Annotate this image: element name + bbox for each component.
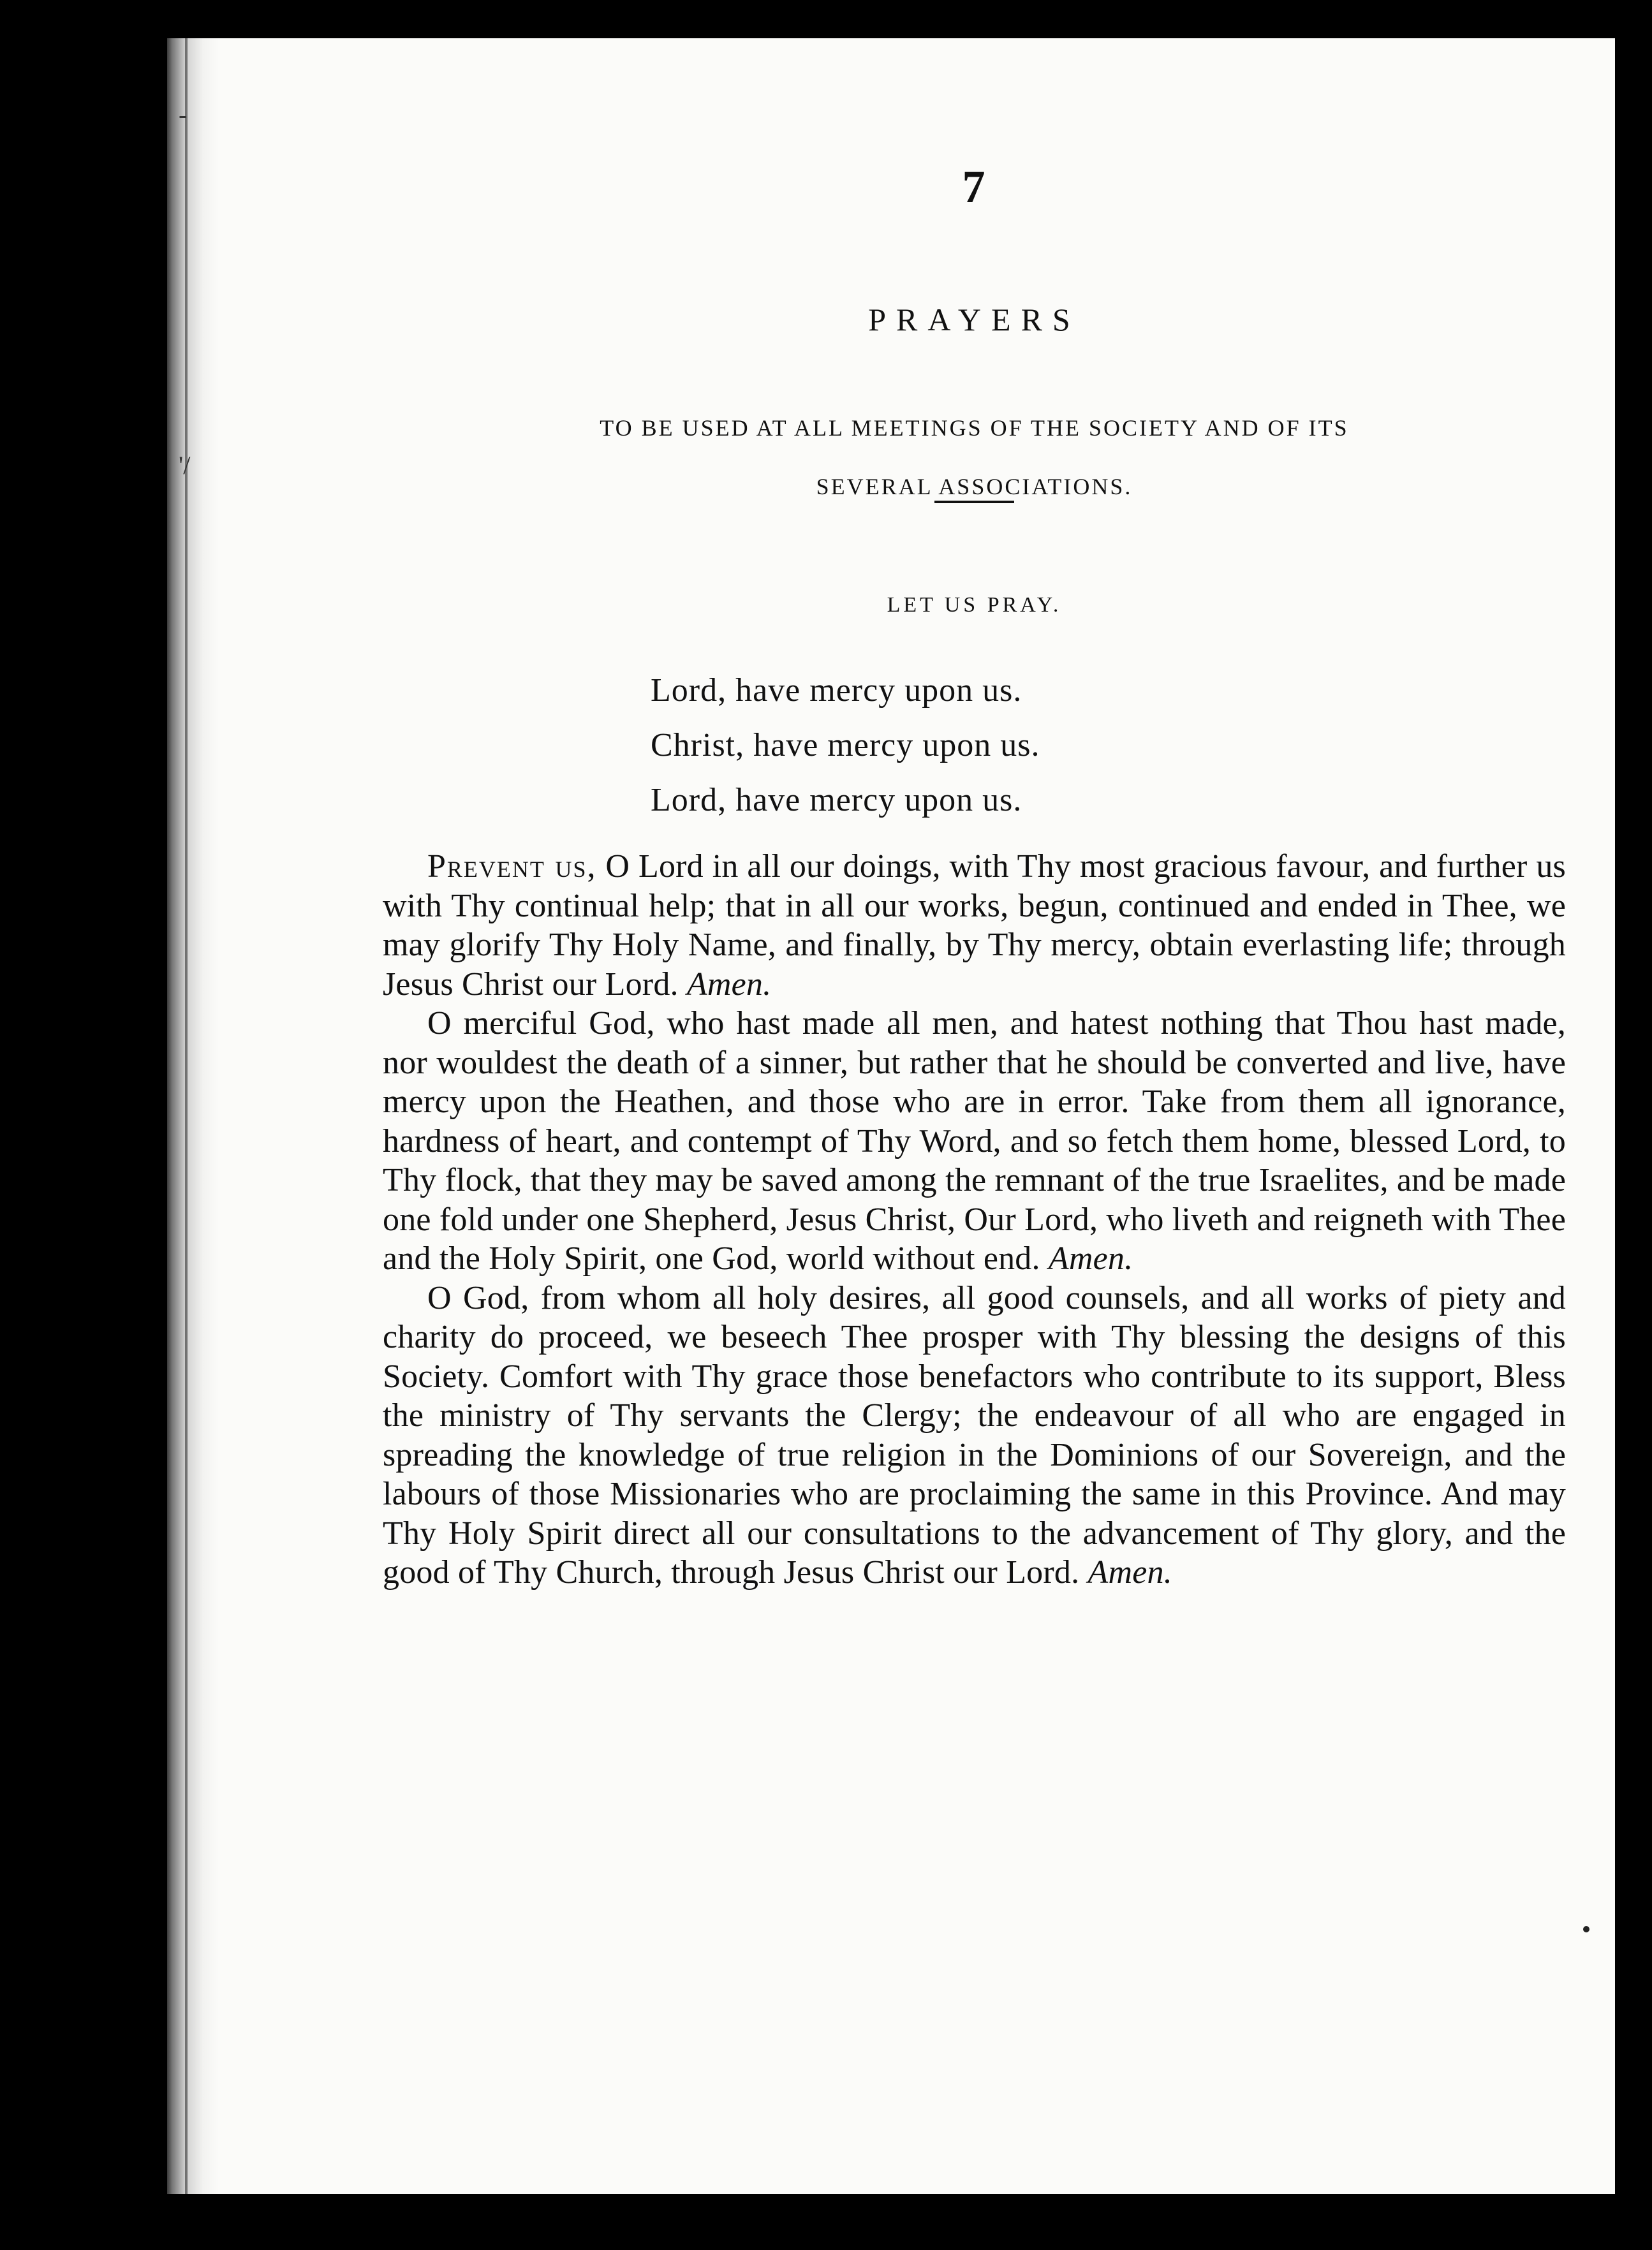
prayer-amen: Amen. — [1088, 1554, 1172, 1591]
ink-speck — [1583, 1926, 1589, 1932]
margin-mark: '/ — [179, 451, 191, 480]
section-heading: LET US PRAY. — [887, 593, 1062, 617]
prayer-paragraph — [383, 1004, 1566, 1279]
response-line: Lord, have mercy upon us. — [651, 782, 1022, 818]
page-title: PRAYERS — [868, 302, 1080, 337]
prayer-paragraph — [383, 847, 1566, 1004]
section-divider — [934, 501, 1014, 503]
response-line: Lord, have mercy upon us. — [651, 672, 1022, 709]
response-list — [651, 663, 1040, 828]
prayer-amen: Amen. — [1048, 1240, 1133, 1277]
subtitle-line: SEVERAL ASSOCIATIONS. — [816, 474, 1133, 499]
margin-mark: - — [179, 100, 188, 129]
subtitle-line: TO BE USED AT ALL MEETINGS OF THE SOCIETY AND OF ITS — [600, 415, 1349, 441]
prayer-text: O Lord in all our doings, with Thy most gracious favour, and further us with Thy continual help; that in all our works, begun, continued and ended in Thee, we may glorify Thy Holy Name, and finally, by Thy mercy, obtain everlasting life; through Jesus Christ our Lord. — [383, 848, 1566, 1003]
scanned-page — [167, 38, 1615, 2194]
prayers — [383, 847, 1566, 1592]
page-number: 7 — [962, 161, 987, 212]
prayer-amen: Amen. — [686, 966, 772, 1003]
response-line: Christ, have mercy upon us. — [651, 727, 1040, 763]
binding-gutter — [167, 38, 218, 2194]
prayer-text: O God, from whom all holy desires, all good counsels, and all works of piety and charity do proceed, we beseech Thee prosper with Thy blessing the designs of this Society. Comfort with Thy grace those benefactors who contribute to its support, Bless the ministry of Thy servants the Clergy; the endeavour of all who are engaged in spreading the knowledge of true religion in the Dominions of our Sovereign, and the labours of those Missionaries who are proclaiming the same in this Province. And may Thy Holy Spirit direct all our consultations to the advancement of Thy glory, and the good of Thy Church, through Jesus Christ our Lord. — [383, 1279, 1566, 1591]
page-subtitle — [383, 399, 1566, 516]
gutter-line — [185, 38, 188, 2194]
prayer-lead: Prevent us, — [427, 848, 597, 885]
prayer-paragraph — [383, 1279, 1566, 1592]
prayer-text: O merciful God, who hast made all men, and hatest nothing that Thou hast made, nor wouldest the death of a sinner, but rather that he should be converted and live, have mercy upon the Heathen, and those who are in error. Take from them all ignorance, hardness of heart, and contempt of Thy Word, and so fetch them home, blessed Lord, to Thy flock, that they may be saved among the remnant of the true Israelites, and be made one fold under one Shepherd, Jesus Christ, Our Lord, who liveth and reigneth with Thee and the Holy Spirit, one God, world without end. — [383, 1005, 1566, 1277]
